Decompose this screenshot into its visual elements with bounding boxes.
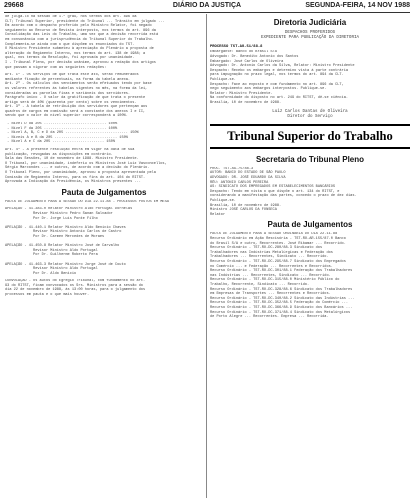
right-paragraph-2: PROC. TST-AG-75/88-3 AUTOR: BANCO DO ESTADO DE SÃO PAULO ADVOGADO: DR. JOSÉ EDUARDO DA SILVA RÉU: ANTONIO CARLOS PEREIRA AS: SINDICATO DOS EMPREGADOS EM ESTABELECIMENTOS BANCÁRIOS Despacho: Tendo em vista o que dispõe o art. 134 do RITST, e considerando a manifestação das partes, concedo o prazo de dez dias. Publique-se. Brasília, 10 de novembro de 1988. Ministro JOSÉ CARLOS DA FONSECA Relator: [210, 166, 357, 217]
page-header: [4, 2, 410, 13]
left-column: [5, 15, 203, 498]
tst-banner: Tribunal Superior do Trabalho: [210, 124, 410, 149]
right-pauta-title: Pauta de Julgamentos: [267, 220, 353, 230]
diretoria-title: Diretoria Judiciária: [273, 18, 347, 27]
issue-date: SEGUNDA-FEIRA, 14 NOV 1988: [305, 2, 410, 9]
right-paragraph-3: PAUTA DE JULGAMENTO PARA A SESSÃO ORDINÁRIA DO DIA 22.11.88 Recurso Ordinário em Ação Rescisória - TST-RO-AR-155/87.0 Banco do Brasil S/A e outro, Recorrentes. José Ribamar ... Recorrido. Recurso Ordinário - TST-RO-DC-280/88.3 Sindicato dos Trabalhadores nas Indústrias Metalúrgicas e Federação dos Trabalhadores ... Recorrentes, Sindicato ... Recorrido. Recurso Ordinário - TST-RO-DC-295/88.7 Sindicato dos Empregados no Comércio ... e Federação ... Recorrentes e Recorridos. Recurso Ordinário - TST-RO-DC-301/88.1 Federação dos Trabalhadores nas Indústrias ... Recorrentes, Sindicato ... Recorrido. Recurso Ordinário - TST-RO-DC-315/88.0 Ministério Público do Trabalho, Recorrente, Sindicato ... Recorrido. Recurso Ordinário - TST-RO-DC-328/88.6 Sindicato dos Trabalhadores em Empresas de Transportes ... Recorrentes e Recorridos. Recurso Ordinário - TST-RO-DC-340/88.2 Sindicato das Indústrias ... Recurso Ordinário - TST-RO-DC-352/88.5 Federação do Comércio ... Recurso Ordinário - TST-RO-DC-366/88.9 Sindicato dos Bancários ... Recurso Ordinário - TST-RO-DC-371/88.4 Sindicato dos Metalúrgicos de Porto Alegre ... Recorrentes. Empresa ... Recorrida.: [210, 232, 355, 320]
right-paragraph-1: Embargante: Banco do Brasil S/A Advogado: Dr. Benedito Antonio dos Santos Embargado: José Carlos de Oliveira Advogado: Dr. Antonio Carlos da Silva, Relator: Ministro Presidente Despacho: Recebo os embargos e determino vista à parte contrária para impugnação no prazo legal, nos termos do art. 894 da CLT. Publique-se. Despacho: Face ao exposto e com fundamento no art. 896 da CLT, nego seguimento aos embargos interpostos. Publique-se. Relator: Ministro Presidente. Na conformidade do disposto no art. 249 do RITST, dê-se ciência. Brasília, 10 de novembro de 1988.: [210, 50, 355, 105]
journal-title: DIÁRIO DA JUSTIÇA: [172, 2, 242, 9]
process-id: PROCESSO TST-AG-51/88-8: [210, 45, 263, 50]
left-table: - Nível D da 205 ............................. 100% - Nível F da 205 ............................. 100% - Nível A, B, C e D da 205 ............................. 150% - Níveis A e B da 205 ............................. 150% - Nível A e C da 205 ........................ 150%: [7, 122, 139, 145]
left-pauta-note: CONVOCAÇÃO - Os autos do Egrégio Tribunal, com fundamento no art. 93 do RITST, ficam convocados os Srs. Ministros para a sessão do dia 22 de novembro de 1988, às 13:00 horas, para o julgamento dos processos em pauta e o que mais houver.: [5, 279, 146, 298]
left-paragraph-2: Art. 1º - Os serviços de que trata este ato, serão remunerados mediante fixação de percentuais, na forma da tabela anexa. Art. 2º - Os cálculos dos vencimentos serão efetuados tendo por base os valores referentes às tabelas vigentes no mês, na forma da lei, consideradas as parcelas fixas e variáveis dos servidores. Parágrafo único - O valor da gratificação de que trata o presente artigo será de 40% (quarenta por cento) sobre os vencimentos. Art. 3º - A tabela de retribuição dos servidores que pertençam aos quadros de cargos em comissão será a constante dos anexos I e II, sendo que o valor do nível superior corresponderá a 100%.: [5, 73, 152, 119]
signer: Luiz Carlos Dantas de Oliveira Diretor do Serviço: [272, 109, 348, 119]
right-column: [210, 15, 410, 498]
left-pauta-intro: PAUTA DE JULGAMENTO PARA A SESSÃO DO DIA 22.11.88 - PROCESSOS POSTOS EM MESA: [5, 199, 169, 204]
secretaria-title: Secretaria do Tribunal Pleno: [255, 154, 365, 164]
left-paragraph-1: de julgá-lo na sessão de 1.º grau, nos termos dos art. 896 da CLT; Tribunal Superior, presidente do Tribunal ... Trânsito em julgado ... Em acordo com o despacho proferido pelo Ministro Relator, foi negado seguimento ao Recurso de Revista interposto, nos termos do art. 896 da Consolidação das Leis do Trabalho, uma vez que a decisão recorrida está em consonância com a jurisprudência do Tribunal Superior do Trabalho. Complementa-se ainda com o que dispõem os enunciados do TST. O Ministro Presidente submeteu à apreciação do Plenário a proposta de alteração do Regimento Interno, nos termos do art. 138 de 1988; a qual, nos termos da Resolução, foi aprovada por unanimidade. I - Tribunal Pleno, por decisão unânime, aprovou a redação dos artigos que passam a vigorar com as seguintes redações:: [5, 15, 165, 70]
page-number: 29668: [4, 2, 24, 9]
left-paragraph-3: Art. 4º - A presente resolução entra em vigor na data de sua publicação, revogadas as disposições em contrário. Sala das Sessões, 10 de novembro de 1988. Ministro Presidente. O Tribunal, por unanimidade, indeferiu os Ministros José Luiz Vasconcellos, Sérgio Marcondes ... e outros, de acordo com a decisão do Plenário. O Tribunal Pleno, por unanimidade, aprovou a proposta apresentada pela Comissão de Regimento Interno, para os fins do art. 104 do RITST. Aprovada a Indicação da Presidência, os Ministros presentes ...: [5, 148, 167, 185]
diretoria-subtitle: DESPACHOS PROFERIDOS EXPEDIENTE PARA PUBLICAÇÃO DA DIRETORIA: [260, 31, 359, 41]
left-pauta-title: Pauta de Julgamentos: [61, 187, 147, 197]
left-pauta-items: APELAÇÃO - 41.383-0 Relator Ministro Aldo Portugal Dornelas Revisor Ministro Pedro Sanan Salvador Por Dr. Jorge Luís Ponte Filho APELAÇÃO - 41.440-1 Relator Ministro Aldo Benicio Chaves Revisor Ministro Antonio Carlos de Castro Por Dr. Carmen Mercedes de Moraes APELAÇÃO - 41.450-8 Relator Ministro José de Carvalho Revisor Ministro Aldo Portugal Por Dr. Guilherme Roberto Pera APELAÇÃO - 41.463-3 Relator Ministro Jorge José de Couto Revisor Ministro Aldo Portugal Por Dr. Aldo Benicio: [5, 207, 133, 276]
column-divider: [206, 14, 207, 498]
